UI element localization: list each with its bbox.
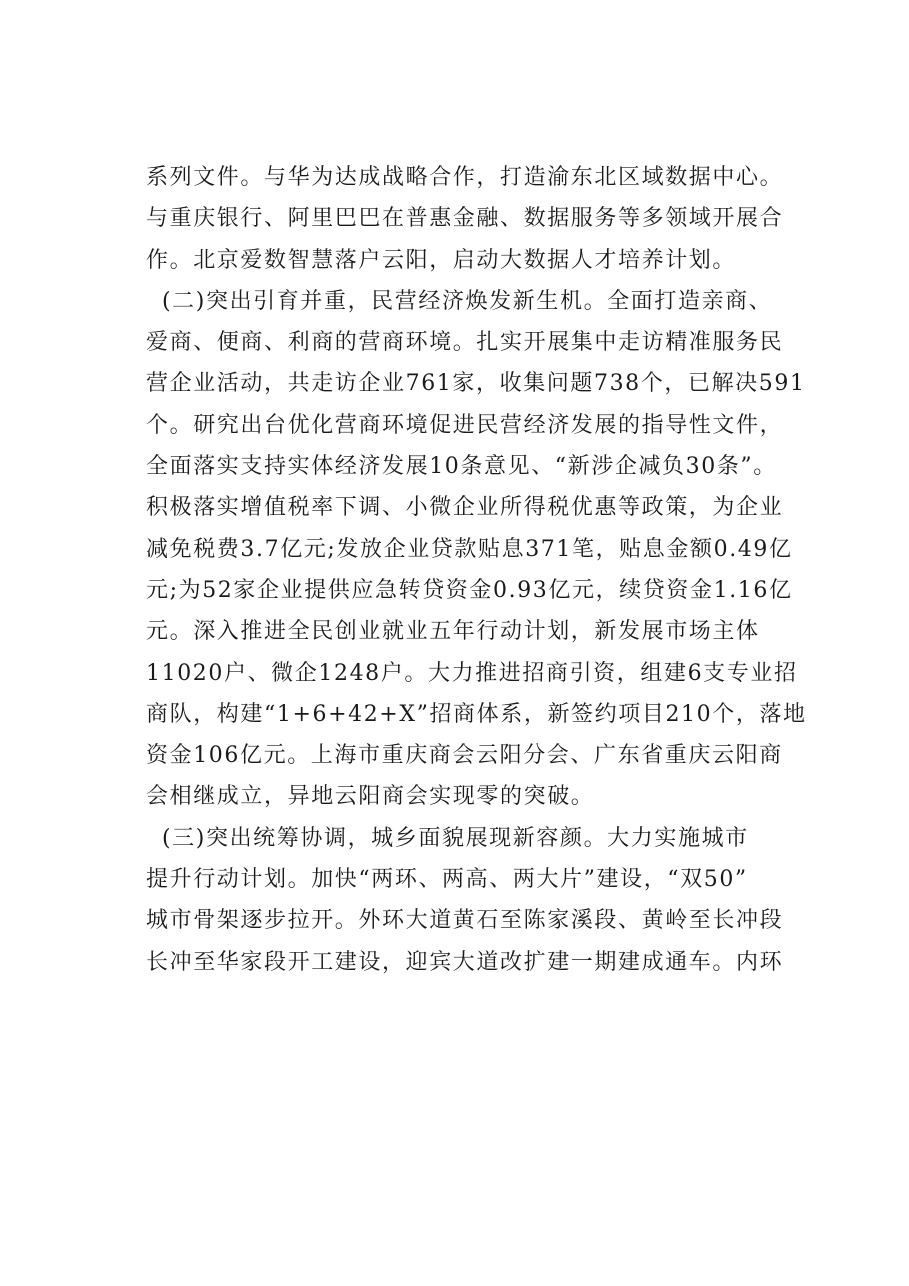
text-line: 全面落实支持实体经济发展10条意见、“新涉企减负30条”。 (146, 454, 777, 480)
text-line: 系列文件。与华为达成战略合作，打造渝东北区域数据中心。 (146, 165, 784, 190)
section-heading-line: (二)突出引育并重，民营经济焕发新生机。全面打造亲商、 (162, 288, 773, 314)
text-line: 提升行动计划。加快“两环、两高、两大片”建设，“双50” (146, 867, 748, 893)
text-line: 营企业活动，共走访企业761家，收集问题738个，已解决591 (146, 371, 806, 397)
text-line: 积极落实增值税率下调、小微企业所得税优惠等政策，为企业 (146, 495, 784, 521)
text-line: 与重庆银行、阿里巴巴在普惠金融、数据服务等多领域开展合 (146, 206, 784, 232)
text-line: 资金106亿元。上海市重庆商会云阳分会、广东省重庆云阳商 (146, 743, 783, 769)
text-line: 元。深入推进全民创业就业五年行动计划，新发展市场主体 (146, 619, 760, 645)
text-line: 个。研究出台优化营商环境促进民营经济发展的指导性文件， (146, 412, 784, 438)
text-line: 商队，构建“1+6+42+X”招商体系，新签约项目210个，落地 (146, 701, 807, 727)
text-line: 11020户、微企1248户。大力推进招商引资，组建6支专业招 (146, 660, 798, 686)
text-line: 作。北京爱数智慧落户云阳，启动大数据人才培养计划。 (146, 247, 737, 273)
text-line: 减免税费3.7亿元;发放企业贷款贴息371笔，贴息金额0.49亿 (146, 536, 793, 562)
text-line: 城市骨架逐步拉开。外环大道黄石至陈家溪段、黄岭至长冲段 (146, 908, 784, 934)
text-line: 长冲至华家段开工建设，迎宾大道改扩建一期建成通车。内环 (146, 949, 784, 975)
body-text (146, 157, 826, 983)
text-line: 会相继成立，异地云阳商会实现零的突破。 (146, 784, 595, 810)
section-heading-line: (三)突出统筹协调，城乡面貌展现新容颜。大力实施城市 (162, 825, 749, 851)
text-line: 元;为52家企业提供应急转贷资金0.93亿元，续贷资金1.16亿 (146, 577, 793, 603)
text-line: 爱商、便商、利商的营商环境。扎实开展集中走访精准服务民 (146, 330, 784, 356)
